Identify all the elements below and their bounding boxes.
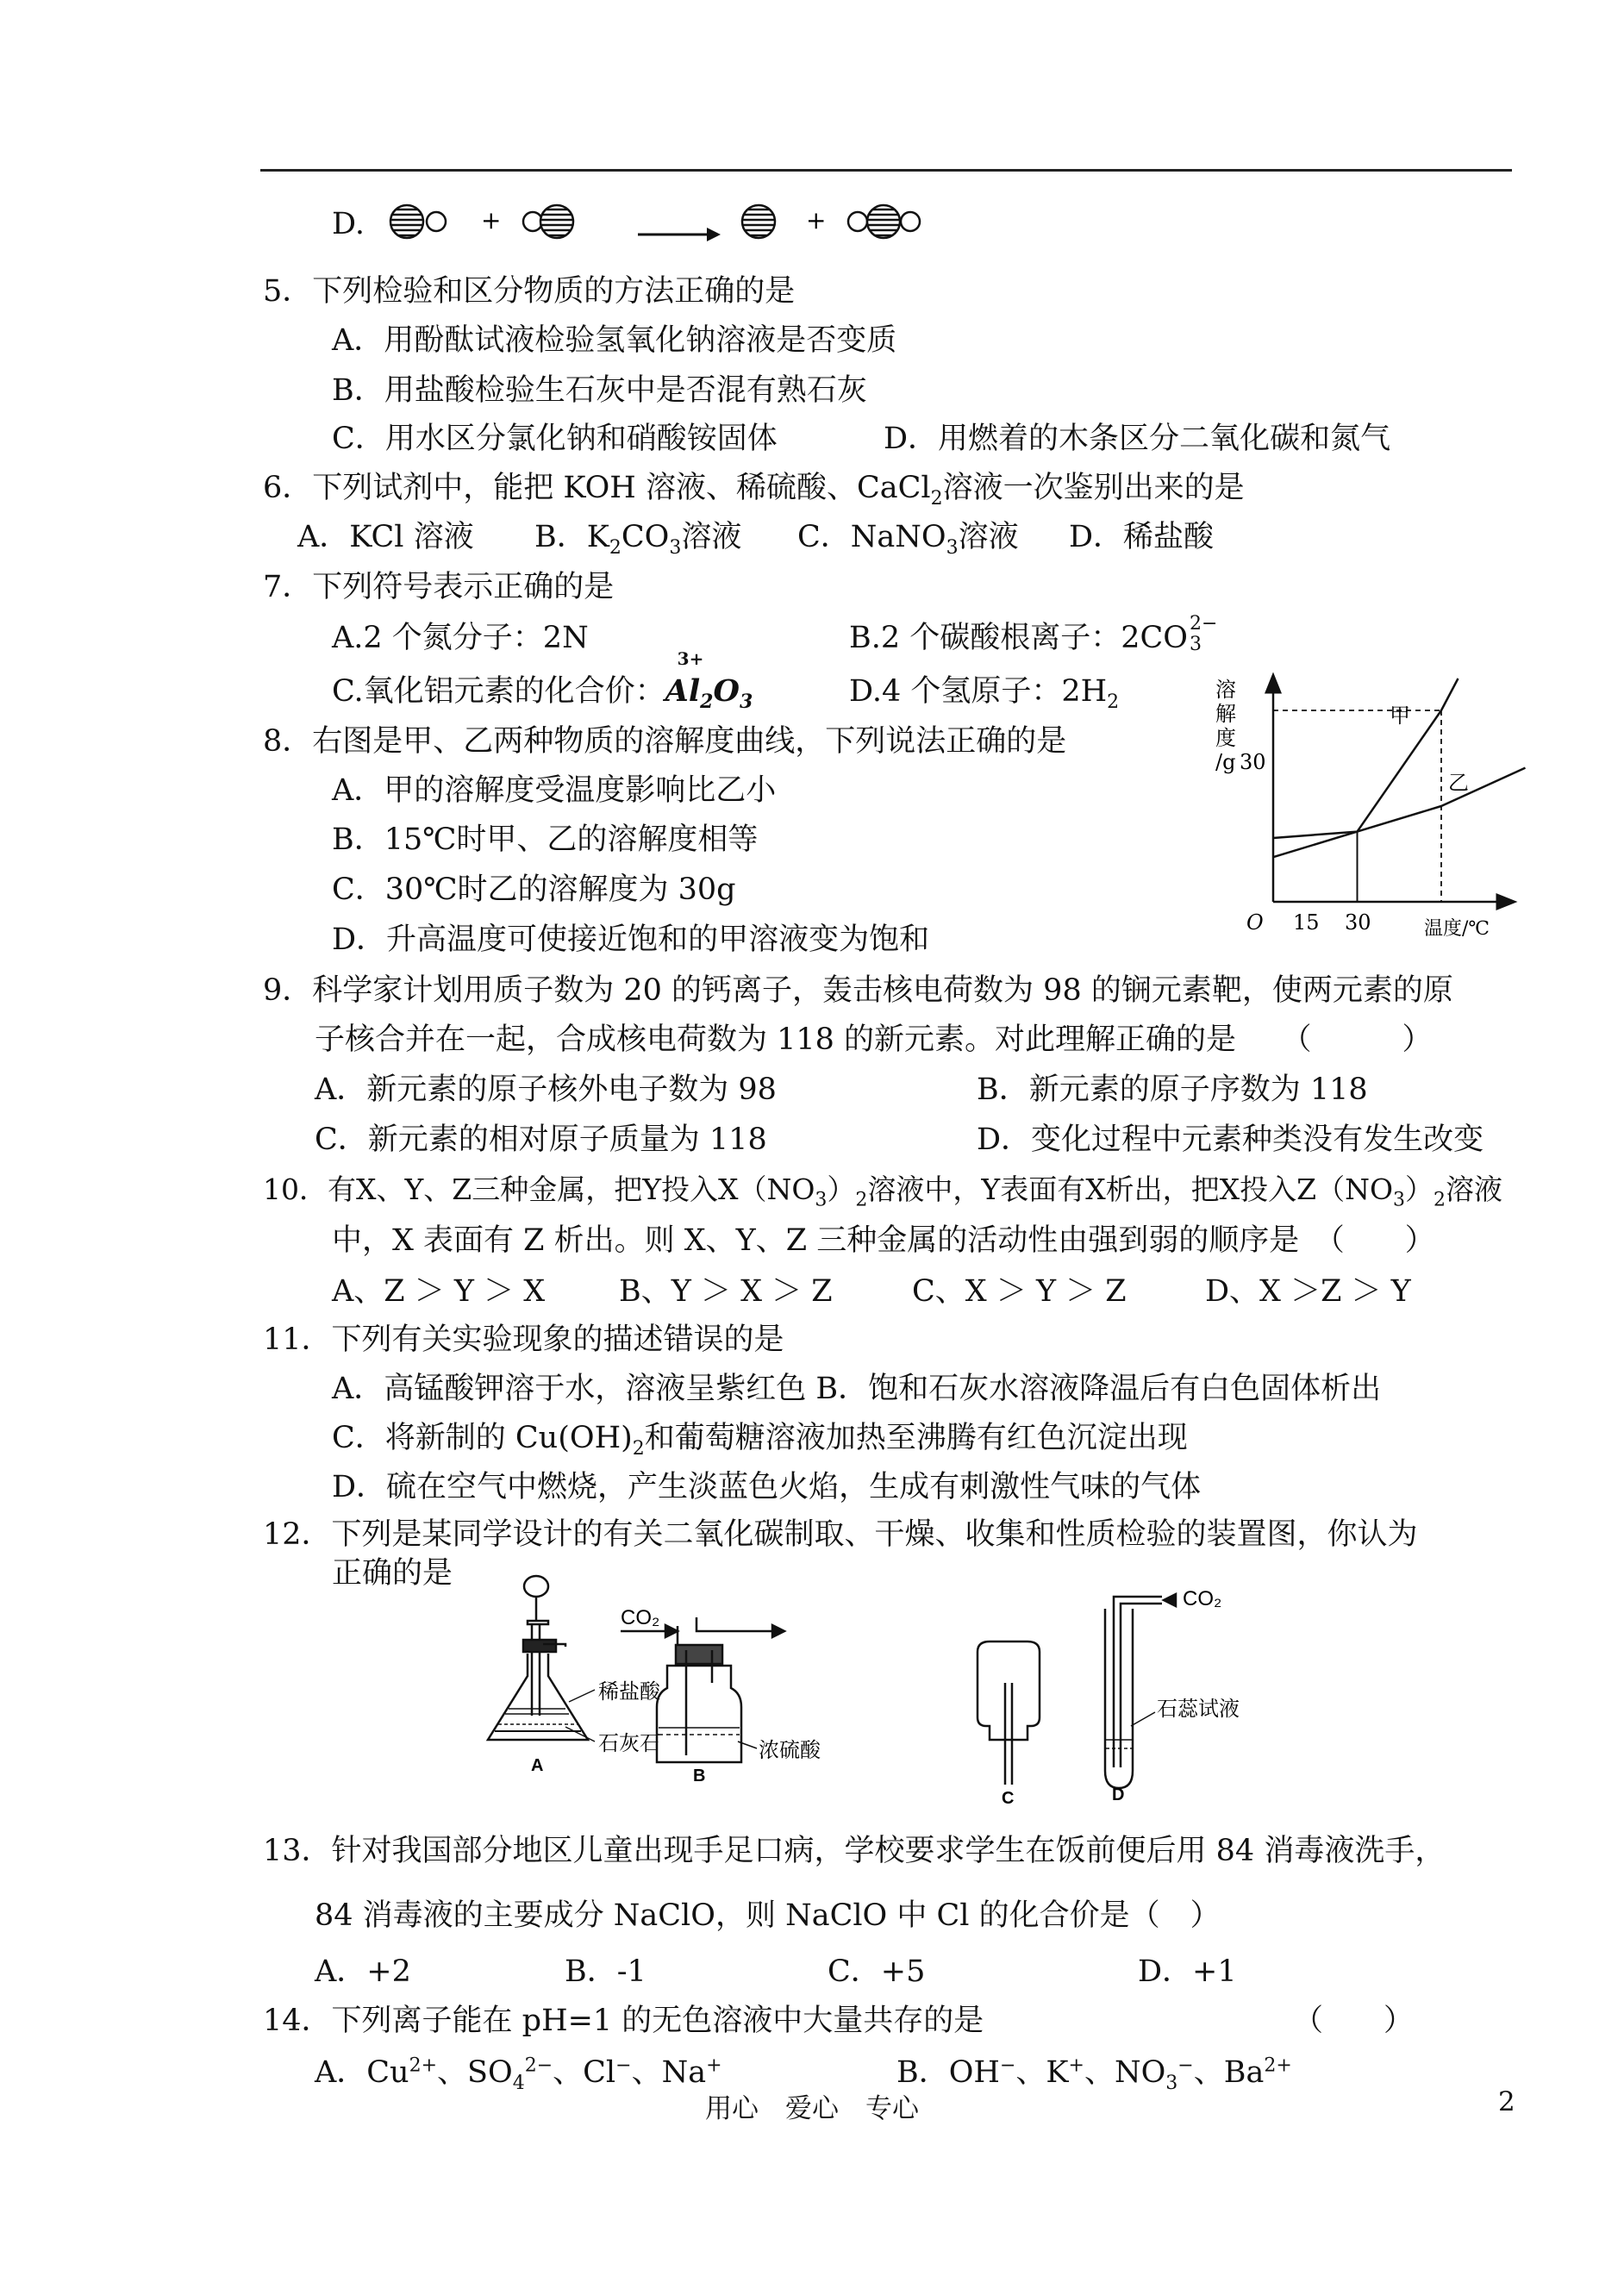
- molecule-4: [848, 205, 920, 238]
- q5-option-a: A．用酚酞试液检验氢氧化钠溶液是否变质: [332, 323, 897, 358]
- q9-option-b: B．新元素的原子序数为 118: [977, 1072, 1368, 1107]
- label-b: B: [693, 1767, 706, 1785]
- q9-option-c: C．新元素的相对原子质量为 118: [315, 1122, 767, 1157]
- reaction-arrow: [638, 228, 721, 241]
- q11-stem: 11．下列有关实验现象的描述错误的是: [263, 1323, 784, 1357]
- q5-option-b: B．用盐酸检验生石灰中是否混有熟石灰: [332, 373, 867, 408]
- y-label-char-3: 度: [1215, 726, 1236, 750]
- q13-option-c: C．+5: [828, 1954, 926, 1989]
- label-d: D: [1112, 1785, 1125, 1804]
- curve-yi: [1273, 768, 1526, 838]
- q10-option-b: B、Y ＞ X ＞ Z: [619, 1274, 833, 1309]
- q6-option-a: A．KCl 溶液: [297, 520, 474, 554]
- molecule-2: [523, 205, 573, 238]
- y-unit-label: /g: [1215, 750, 1236, 774]
- q14-option-b: B．OH−、K+、$NO_3^-$、$Ba^{2+}$: [896, 2054, 1292, 2094]
- q8-option-b: B．15℃时甲、乙的溶解度相等: [332, 822, 759, 857]
- apparatus-a-flask: [488, 1576, 595, 1742]
- q9-line-2: 子核合并在一起，合成核电荷数为 118 的新元素。对此理解正确的是 （ ）: [315, 1022, 1433, 1057]
- q7-option-a: A.2 个氮分子：2N: [332, 621, 589, 655]
- q11-options-ab: A．高锰酸钾溶于水，溶液呈紫红色 B．饱和石灰水溶液降温后有白色固体析出: [332, 1372, 1382, 1406]
- q10-line-1: 10．有X、Y、Z三种金属，把Y投入$X(NO_3)_2$溶液中，Y表面有X析出，把X投入$Z(NO_3)_2$溶液: [263, 1173, 1503, 1211]
- solubility-chart: [1207, 664, 1526, 940]
- q10-option-a: A、Z ＞ Y ＞ X: [332, 1274, 546, 1309]
- x-tick-30: 30: [1345, 910, 1371, 935]
- molecule-1: [390, 205, 446, 238]
- q7-option-c: C.氧化铝元素的化合价： 3+ $Al_2O_3$: [332, 648, 753, 713]
- q8-stem: 8．右图是甲、乙两种物质的溶解度曲线，下列说法正确的是: [263, 724, 1067, 759]
- q8-option-d: D．升高温度可使接近饱和的甲溶液变为饱和: [332, 922, 930, 957]
- q10-line-2: 中，X 表面有 Z 析出。则 X、Y、Z 三种金属的活动性由强到弱的顺序是 （ ）: [332, 1223, 1435, 1258]
- curve-jia: [1273, 678, 1458, 857]
- q4-option-d-molecules: [379, 197, 957, 248]
- label-co2-b: CO₂: [621, 1606, 660, 1629]
- label-a: A: [531, 1756, 544, 1775]
- q5-option-d: D．用燃着的木条区分二氧化碳和氮气: [884, 422, 1391, 456]
- q10-option-d: D、X ＞Z ＞ Y: [1205, 1274, 1411, 1309]
- q9-option-a: A．新元素的原子核外电子数为 98: [315, 1072, 777, 1107]
- label-co2-d: CO₂: [1183, 1587, 1222, 1610]
- q9-line-1: 9．科学家计划用质子数为 20 的钙离子，轰击核电荷数为 98 的锎元素靶，使两元素的原: [263, 973, 1453, 1008]
- y-label-char-2: 解: [1215, 702, 1236, 726]
- q6-option-d: D．稀盐酸: [1069, 520, 1215, 554]
- q11-option-c: C．将新制的 $Cu(OH)_2$和葡萄糖溶液加热至沸腾有红色沉淀出现: [332, 1421, 1188, 1460]
- plus-sign-1: +: [481, 206, 502, 235]
- label-conc-h2so4: 浓硫酸: [759, 1739, 821, 1762]
- y-tick-30: 30: [1240, 750, 1266, 774]
- q7-option-b: B.2 个碳酸根离子：2CO 2− 3: [849, 612, 1218, 655]
- series-label-yi: 乙: [1448, 771, 1469, 795]
- series-label-jia: 甲: [1390, 704, 1410, 728]
- molecule-3: [742, 205, 775, 238]
- y-label-char-1: 溶: [1215, 678, 1236, 702]
- q12-line-1: 12．下列是某同学设计的有关二氧化碳制取、干燥、收集和性质检验的装置图，你认为: [263, 1517, 1418, 1552]
- q14-answer-bracket: （ ）: [1293, 2004, 1415, 2038]
- q13-option-b: B．-1: [565, 1954, 646, 1989]
- q11-option-d: D．硫在空气中燃烧，产生淡蓝色火焰，生成有刺激性气味的气体: [332, 1470, 1202, 1504]
- q6-option-b: B．$K_2CO_3$溶液: [534, 520, 742, 559]
- apparatus-d-test-tube: [1105, 1594, 1176, 1788]
- q6-option-c: C．NaNO$_3$溶液: [797, 520, 1019, 559]
- q13-line-1: 13．针对我国部分地区儿童出现手足口病，学校要求学生在饭前便后用 84 消毒液洗手，: [263, 1834, 1446, 1868]
- q13-option-d: D．+1: [1138, 1954, 1237, 1989]
- q5-option-c: C．用水区分氯化钠和硝酸铵固体: [332, 422, 778, 456]
- label-limestone: 石灰石: [598, 1732, 660, 1755]
- q5-stem: 5．下列检验和区分物质的方法正确的是: [263, 274, 796, 309]
- page-number: 2: [1498, 2086, 1515, 2117]
- header-rule: [260, 169, 1512, 172]
- q13-option-a: A．+2: [315, 1954, 411, 1989]
- q8-option-a: A．甲的溶解度受温度影响比乙小: [332, 773, 777, 808]
- apparatus-c-collecting-bottle: [978, 1642, 1040, 1785]
- origin-label: O: [1246, 910, 1264, 935]
- plus-sign-2: +: [806, 206, 827, 235]
- label-litmus: 石蕊试液: [1157, 1698, 1240, 1721]
- q8-option-c: C．30℃时乙的溶解度为 30g: [332, 872, 736, 907]
- label-c: C: [1002, 1789, 1015, 1804]
- q7-stem: 7．下列符号表示正确的是: [263, 570, 615, 604]
- co2-apparatus-figure: [483, 1571, 1327, 1804]
- x-tick-15: 15: [1293, 910, 1320, 935]
- q7-option-d: D.4 个氢原子：$2H_2$: [849, 674, 1120, 713]
- q9-option-d: D．变化过程中元素种类没有发生改变: [977, 1122, 1484, 1157]
- label-dilute-hcl: 稀盐酸: [598, 1680, 660, 1704]
- q10-option-c: C、X ＞ Y ＞ Z: [912, 1274, 1127, 1309]
- footer-motto: 用心 爱心 专心: [705, 2093, 919, 2124]
- q14-option-a: A．$Cu^{2+}$、$SO_4^{2-}$、Cl−、Na+: [315, 2054, 722, 2094]
- x-axis-label: 温度/℃: [1424, 918, 1490, 940]
- q6-stem: 6．下列试剂中，能把 KOH 溶液、稀硫酸、CaCl$_2$溶液一次鉴别出来的是: [263, 471, 1245, 510]
- q4-option-d-label: D.: [332, 207, 365, 241]
- q13-line-2: 84 消毒液的主要成分 NaClO，则 NaClO 中 Cl 的化合价是（ ）: [315, 1898, 1221, 1933]
- q14-stem: 14．下列离子能在 pH=1 的无色溶液中大量共存的是: [263, 2004, 984, 2038]
- q12-line-2: 正确的是: [332, 1556, 453, 1591]
